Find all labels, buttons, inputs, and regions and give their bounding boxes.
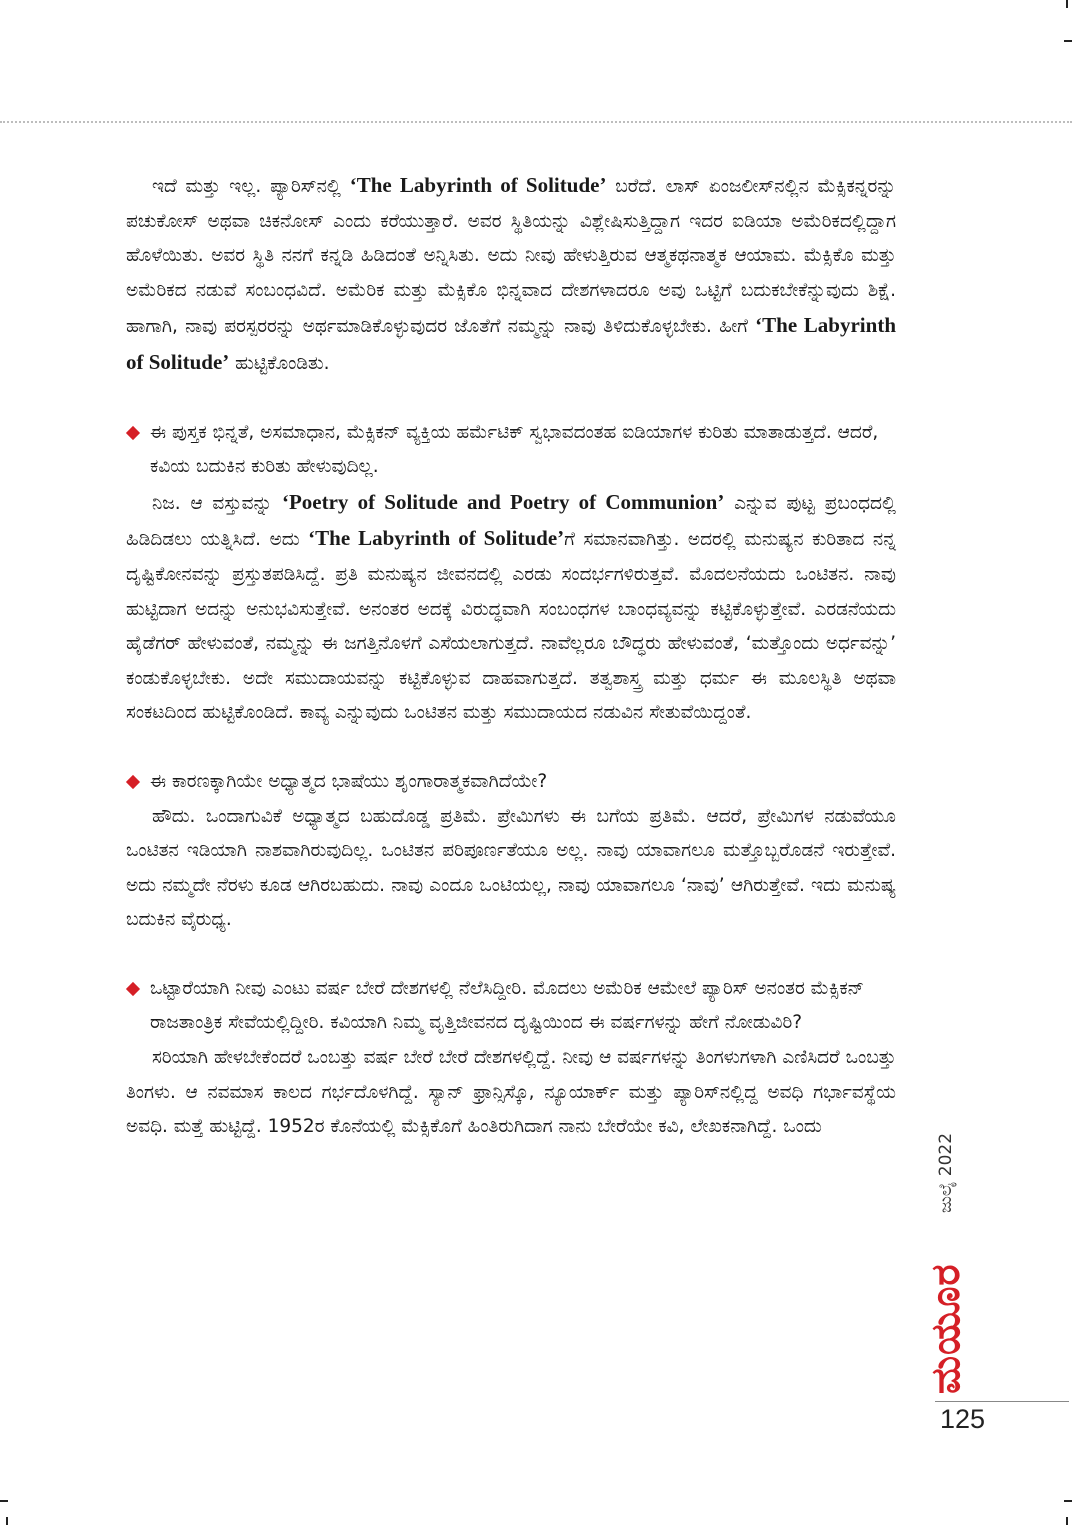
- answer-text: ನಿಜ. ಆ ವಸ್ತುವನ್ನು: [152, 492, 282, 514]
- essay-title: ‘Poetry of Solitude and Poetry of Communion’: [281, 489, 725, 514]
- interview-answer: [126, 485, 896, 731]
- red-diamond-bullet-icon: [126, 425, 140, 439]
- answer-text: ಎನ್ನುವ ಪುಟ್ಟ ಪ್ರಬಂಧದಲ್ಲಿ ಹಿಡಿದಿಡಲು ಯತ್ನಿಸಿದೆ. ಅದು: [126, 492, 896, 551]
- page-sidebar: [918, 1108, 974, 1408]
- crop-mark-bottom-left: [6, 1517, 8, 1525]
- magazine-logo: ಮಯೂರ: [923, 1263, 969, 1395]
- paragraph-text: ಹುಟ್ಟಿಕೊಂಡಿತು.: [229, 352, 330, 374]
- crop-mark-right-top: [1064, 40, 1072, 42]
- crop-mark-top: [1066, 0, 1068, 8]
- question-text: ಈ ಕಾರಣಕ್ಕಾಗಿಯೇ ಅಧ್ಯಾತ್ಮದ ಭಾಷೆಯು ಶೃಂಗಾರಾತ್ಮಕವಾಗಿದೆಯೇ?: [150, 770, 548, 792]
- interview-answer: [126, 1041, 896, 1145]
- interview-question: [126, 416, 896, 485]
- paragraph-text: ಇದೆ ಮತ್ತು ಇಲ್ಲ. ಪ್ಯಾರಿಸ್‌ನಲ್ಲಿ: [152, 176, 350, 197]
- question-text: ಒಟ್ಟಾರೆಯಾಗಿ ನೀವು ಎಂಟು ವರ್ಷ ಬೇರೆ ದೇಶಗಳಲ್ಲಿ ನೆಲೆಸಿದ್ದೀರಿ. ಮೊದಲು ಅಮೆರಿಕ ಆಮೇಲೆ ಪ್ಯಾರಿಸ್ ಅನಂತರ ಮೆಕ್ಸಿಕನ್ ರಾಜತಾಂತ್ರಿಕ ಸೇವೆಯಲ್ಲಿದ್ದೀರಿ. ಕವಿಯಾಗಿ ನಿಮ್ಮ ವೃತ್ತಿಜೀವನದ ದೃಷ್ಟಿಯಿಂದ ಈ ವರ್ಷಗಳನ್ನು ಹೇಗೆ ನೋಡುವಿರಿ?: [150, 977, 864, 1034]
- paragraph: [126, 168, 896, 382]
- red-diamond-bullet-icon: [126, 775, 140, 789]
- crop-mark-left-bottom: [0, 1500, 8, 1502]
- article-body: [126, 168, 896, 1145]
- interview-answer: [126, 800, 896, 938]
- crop-mark-bottom-right: [1066, 1517, 1068, 1525]
- crop-mark-right-bottom: [1064, 1500, 1072, 1502]
- book-title: ‘The Labyrinth of Solitude’: [126, 313, 896, 374]
- book-title: ‘The Labyrinth of Solitude’: [349, 173, 607, 197]
- header-dotted-rule: [0, 121, 1072, 123]
- book-title: ‘The Labyrinth of Solitude’: [308, 526, 565, 551]
- interview-question: [126, 972, 896, 1041]
- issue-date: ಜುಲೈ 2022: [936, 1132, 956, 1214]
- question-text: ಈ ಪುಸ್ತಕ ಭಿನ್ನತೆ, ಅಸಮಾಧಾನ, ಮೆಕ್ಸಿಕನ್ ವ್ಯಕ್ತಿಯ ಹರ್ಮೆಟಿಕ್ ಸ್ವಭಾವದಂತಹ ಐಡಿಯಾಗಳ ಕುರಿತು ಮಾತಾಡುತ್ತದೆ. ಆದರೆ, ಕವಿಯ ಬದುಕಿನ ಕುರಿತು ಹೇಳುವುದಿಲ್ಲ.: [150, 421, 879, 478]
- interview-question: [126, 765, 896, 800]
- paragraph-text: ಬರೆದೆ. ಲಾಸ್ ಏಂಜಲೀಸ್‌ನಲ್ಲಿನ ಮೆಕ್ಸಿಕನ್ನರನ್ನು ಪಚುಕೋಸ್ ಅಥವಾ ಚಿಕನೋಸ್ ಎಂದು ಕರೆಯುತ್ತಾರೆ. ಅವರ ಸ್ಥಿತಿಯನ್ನು ವಿಶ್ಲೇಷಿಸುತ್ತಿದ್ದಾಗ ಇದರ ಐಡಿಯಾ ಅಮೆರಿಕದಲ್ಲಿದ್ದಾಗ ಹೊಳೆಯಿತು. ಅವರ ಸ್ಥಿತಿ ನನಗೆ ಕನ್ನಡಿ ಹಿಡಿದಂತೆ ಅನ್ನಿಸಿತು. ಅದು ನೀವು ಹೇಳುತ್ತಿರುವ ಆತ್ಮಕಥನಾತ್ಮಕ ಆಯಾಮ. ಮೆಕ್ಸಿಕೊ ಮತ್ತು ಅಮೆರಿಕದ ನಡುವೆ ಸಂಬಂಧವಿದೆ. ಅಮೆರಿಕ ಮತ್ತು ಮೆಕ್ಸಿಕೊ ಭಿನ್ನವಾದ ದೇಶಗಳಾದರೂ ಅವು ಒಟ್ಟಿಗೆ ಬದುಕಬೇಕೆನ್ನುವುದು ಶಿಕ್ಷೆ. ಹಾಗಾಗಿ, ನಾವು ಪರಸ್ಪರರನ್ನು ಅರ್ಥಮಾಡಿಕೊಳ್ಳುವುದರ ಜೊತೆಗೆ ನಮ್ಮನ್ನು ನಾವು ತಿಳಿದುಕೊಳ್ಳಬೇಕು. ಹೀಗೆ: [126, 176, 897, 338]
- answer-text: ಗೆ ಸಮಾನವಾಗಿತ್ತು. ಅದರಲ್ಲಿ ಮನುಷ್ಯನ ಕುರಿತಾದ ನನ್ನ ದೃಷ್ಟಿಕೋನವನ್ನು ಪ್ರಸ್ತುತಪಡಿಸಿದ್ದೆ. ಪ್ರತಿ ಮನುಷ್ಯನ ಜೀವನದಲ್ಲಿ ಎರಡು ಸಂದರ್ಭಗಳಿರುತ್ತವೆ. ಮೊದಲನೆಯದು ಒಂಟಿತನ. ನಾವು ಹುಟ್ಟಿದಾಗ ಅದನ್ನು ಅನುಭವಿಸುತ್ತೇವೆ. ಅನಂತರ ಅದಕ್ಕೆ ವಿರುದ್ಧವಾಗಿ ಸಂಬಂಧಗಳ ಬಾಂಧವ್ಯವನ್ನು ಕಟ್ಟಿಕೊಳ್ಳುತ್ತೇವೆ. ಎರಡನೆಯದು ಹೈಡೆಗರ್ ಹೇಳುವಂತೆ, ನಮ್ಮನ್ನು ಈ ಜಗತ್ತಿನೊಳಗೆ ಎಸೆಯಲಾಗುತ್ತದೆ. ನಾವೆಲ್ಲರೂ ಬೌದ್ಧರು ಹೇಳುವಂತೆ, ‘ಮತ್ತೊಂದು ಅರ್ಧವನ್ನು’ ಕಂಡುಕೊಳ್ಳಬೇಕು. ಅದೇ ಸಮುದಾಯವನ್ನು ಕಟ್ಟಿಕೊಳ್ಳುವ ದಾಹವಾಗುತ್ತದೆ. ತತ್ವಶಾಸ್ತ್ರ ಮತ್ತು ಧರ್ಮ ಈ ಮೂಲಸ್ಥಿತಿ ಅಥವಾ ಸಂಕಟದಿಂದ ಹುಟ್ಟಿಕೊಂಡಿದೆ. ಕಾವ್ಯ ಎನ್ನುವುದು ಒಂಟಿತನ ಮತ್ತು ಸಮುದಾಯದ ನಡುವಿನ ಸೇತುವೆಯಿದ್ದಂತೆ.: [126, 529, 897, 724]
- answer-text: ಸರಿಯಾಗಿ ಹೇಳಬೇಕೆಂದರೆ ಒಂಬತ್ತು ವರ್ಷ ಬೇರೆ ಬೇರೆ ದೇಶಗಳಲ್ಲಿದ್ದೆ. ನೀವು ಆ ವರ್ಷಗಳನ್ನು ತಿಂಗಳುಗಳಾಗಿ ಎಣಿಸಿದರೆ ಒಂಬತ್ತು ತಿಂಗಳು. ಆ ನವಮಾಸ ಕಾಲದ ಗರ್ಭದೊಳಗಿದ್ದೆ. ಸ್ಯಾನ್ ಫ್ರಾನ್ಸಿಸ್ಕೊ, ನ್ಯೂಯಾರ್ಕ್ ಮತ್ತು ಪ್ಯಾರಿಸ್‌ನಲ್ಲಿದ್ದ ಅವಧಿ ಗರ್ಭಾವಸ್ಥೆಯ ಅವಧಿ. ಮತ್ತೆ ಹುಟ್ಟಿದ್ದೆ. 1952ರ ಕೊನೆಯಲ್ಲಿ ಮೆಕ್ಸಿಕೊಗೆ ಹಿಂತಿರುಗಿದಾಗ ನಾನು ಬೇರೆಯೇ ಕವಿ, ಲೇಖಕನಾಗಿದ್ದೆ. ಒಂದು: [126, 1047, 896, 1138]
- answer-text: ಹೌದು. ಒಂದಾಗುವಿಕೆ ಅಧ್ಯಾತ್ಮದ ಬಹುದೊಡ್ಡ ಪ್ರತಿಮೆ. ಪ್ರೇಮಿಗಳು ಈ ಬಗೆಯ ಪ್ರತಿಮೆ. ಆದರೆ, ಪ್ರೇಮಿಗಳ ನಡುವೆಯೂ ಒಂಟಿತನ ಇಡಿಯಾಗಿ ನಾಶವಾಗಿರುವುದಿಲ್ಲ. ಒಂಟಿತನ ಪರಿಪೂರ್ಣತೆಯೂ ಅಲ್ಲ. ನಾವು ಯಾವಾಗಲೂ ಮತ್ತೊಬ್ಬರೊಡನೆ ಇರುತ್ತೇವೆ. ಅದು ನಮ್ಮದೇ ನೆರಳು ಕೂಡ ಆಗಿರಬಹುದು. ನಾವು ಎಂದೂ ಒಂಟಿಯಲ್ಲ, ನಾವು ಯಾವಾಗಲೂ ‘ನಾವು’ ಆಗಿರುತ್ತೇವೆ. ಇದು ಮನುಷ್ಯ ಬದುಕಿನ ವೈರುಧ್ಯ.: [126, 805, 896, 931]
- page-number: 125: [940, 1404, 986, 1434]
- folio-rule: [935, 1401, 1069, 1402]
- red-diamond-bullet-icon: [126, 982, 140, 996]
